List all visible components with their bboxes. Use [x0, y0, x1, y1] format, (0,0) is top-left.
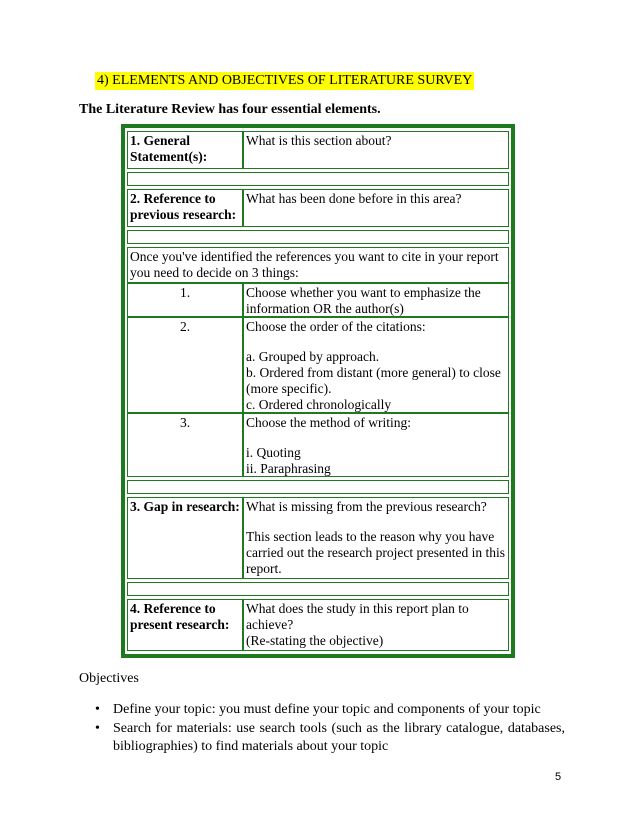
- elements-table: [121, 124, 515, 658]
- reference-previous-text: What has been done before in this area?: [243, 189, 509, 227]
- general-statement-text: What is this section about?: [243, 131, 509, 169]
- order-option: a. Grouped by approach.: [246, 349, 380, 364]
- gap-research-label: 3. Gap in research:: [127, 497, 243, 579]
- subheading: The Literature Review has four essential elements.: [79, 102, 381, 117]
- section-heading: 4) ELEMENTS AND OBJECTIVES OF LITERATURE SURVEY: [97, 73, 473, 88]
- order-option: c. Ordered chronologically: [246, 397, 392, 412]
- spacer-row: [127, 172, 509, 186]
- objectives-title: Objectives: [79, 671, 139, 686]
- bullet-text: Define your topic: you must define your topic and components of your topic: [113, 702, 541, 717]
- gap-question: What is missing from the previous research?: [246, 499, 487, 514]
- list-item: [95, 720, 565, 756]
- citation-intro-text: Once you've identified the references you want to cite in your report you need to decide on 3 things:: [127, 247, 509, 283]
- step-2-title: Choose the order of the citations:: [246, 319, 426, 334]
- gap-explanation: This section leads to the reason why you have carried out the research project presented in this report.: [246, 529, 506, 576]
- reference-previous-label: 2. Reference to previous research:: [127, 189, 243, 227]
- present-note: (Re-stating the objective): [246, 633, 384, 648]
- gap-research-text: [243, 497, 509, 579]
- step-number-3: 3.: [127, 413, 243, 477]
- step-text-1: Choose whether you want to emphasize the information OR the author(s): [243, 283, 509, 317]
- reference-present-text: [243, 599, 509, 651]
- order-option: b. Ordered from distant (more general) to close (more specific).: [246, 365, 501, 396]
- bullet-text: Search for materials: use search tools (such as the library catalogue, databases, bibliographies) to find materials about your topic: [113, 721, 565, 754]
- present-question: What does the study in this report plan to achieve?: [246, 601, 469, 632]
- reference-present-label: 4. Reference to present research:: [127, 599, 243, 651]
- step-text-2: [243, 317, 509, 413]
- writing-option: ii. Paraphrasing: [246, 461, 331, 476]
- spacer-row: [127, 480, 509, 494]
- writing-option: i. Quoting: [246, 445, 301, 460]
- step-number-2: 2.: [127, 317, 243, 413]
- page-number: 5: [555, 771, 562, 783]
- bullet-icon: •: [95, 721, 100, 736]
- general-statement-label: 1. General Statement(s):: [127, 131, 243, 169]
- step-number-1: 1.: [127, 283, 243, 317]
- spacer-row: [127, 582, 509, 596]
- spacer-row: [127, 230, 509, 244]
- step-text-3: [243, 413, 509, 477]
- list-item: [95, 701, 565, 719]
- bullet-icon: •: [95, 702, 100, 717]
- step-3-title: Choose the method of writing:: [246, 415, 411, 430]
- objectives-list: [95, 701, 565, 757]
